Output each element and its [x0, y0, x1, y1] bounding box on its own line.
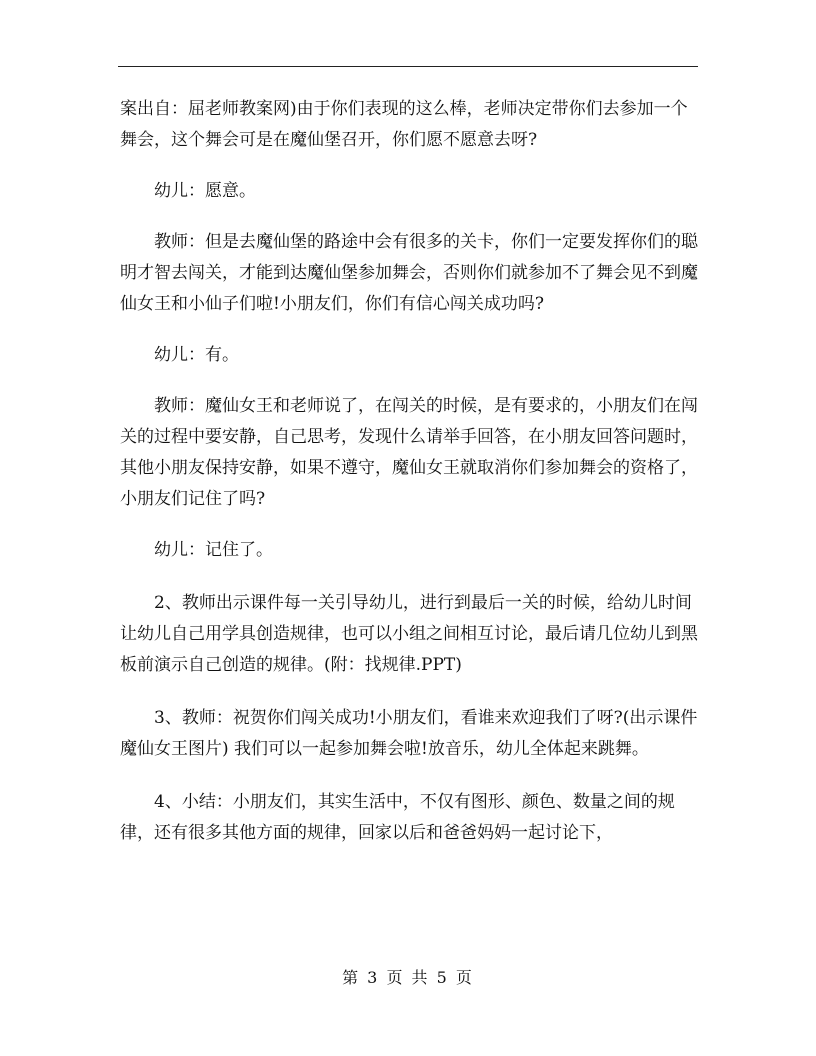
paragraph-teacher-2: 教师：魔仙女王和老师说了，在闯关的时候，是有要求的，小朋友们在闯关的过程中要安静，自己思考，发现什么请举手回答，在小朋友回答问题时，其他小朋友保持安静，如果不遵守，魔仙女王就取消你们参加舞会的资格了，小朋友们记住了吗? [120, 396, 698, 509]
paragraph-child-reply-1: 幼儿：愿意。 [154, 181, 256, 201]
paragraph-step-2: 2、教师出示课件每一关引导幼儿，进行到最后一关的时候，给幼儿时间让幼儿自己用学具创造规律，也可以小组之间相互讨论，最后请几位幼儿到黑板前演示自己创造的规律。(附：找规律.PPT) [120, 593, 698, 675]
paragraph-step-3: 3、教师：祝贺你们闯关成功!小朋友们，看谁来欢迎我们了呀?(出示课件魔仙女王图片) 我们可以一起参加舞会啦!放音乐，幼儿全体起来跳舞。 [120, 708, 698, 759]
paragraph-teacher-1: 教师：但是去魔仙堡的路途中会有很多的关卡，你们一定要发挥你们的聪明才智去闯关，才能到达魔仙堡参加舞会，否则你们就参加不了舞会见不到魔仙女王和小仙子们啦!小朋友们，你们有信心闯关成功吗? [120, 232, 698, 314]
page-number-footer: 第 3 页 共 5 页 [342, 968, 474, 987]
document-body [120, 94, 704, 849]
paragraph-child-reply-3: 幼儿：记住了。 [154, 540, 273, 560]
paragraph-step-4: 4、小结：小朋友们，其实生活中，不仅有图形、颜色、数量之间的规律，还有很多其他方面的规律，回家以后和爸爸妈妈一起讨论下， [120, 792, 675, 843]
paragraph-child-reply-2: 幼儿：有。 [154, 345, 239, 365]
paragraph-continuation: 案出自：屈老师教案网)由于你们表现的这么棒，老师决定带你们去参加一个舞会，这个舞会可是在魔仙堡召开，你们愿不愿意去呀? [120, 99, 688, 150]
header-rule [118, 66, 698, 67]
